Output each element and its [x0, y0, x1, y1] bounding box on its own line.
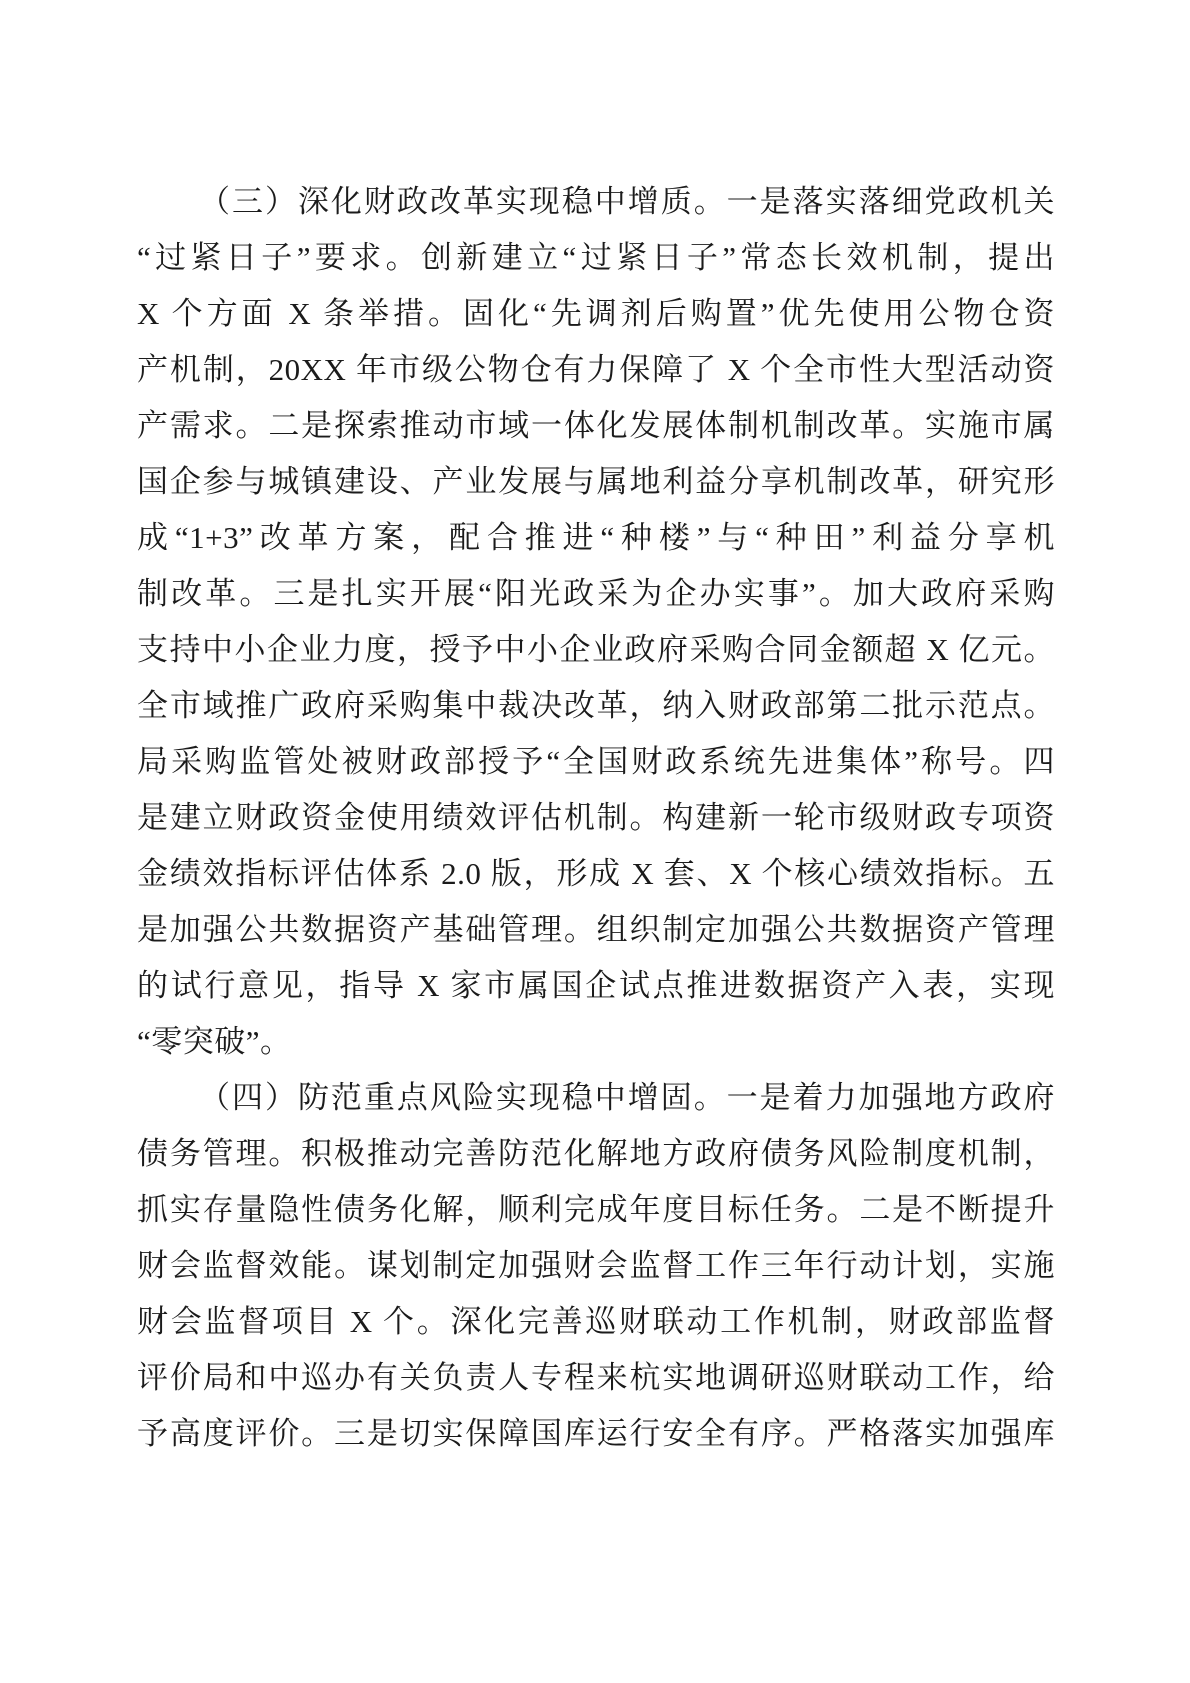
text-line: 局采购监管处被财政部授予“全国财政系统先进集体”称号。四 — [137, 744, 1055, 779]
text-line: 是建立财政资金使用绩效评估机制。构建新一轮市级财政专项资 — [137, 800, 1055, 835]
text-line: “过紧日子”要求。创新建立“过紧日子”常态长效机制，提出 — [137, 240, 1055, 275]
text-line: 财会监督项目 X 个。深化完善巡财联动工作机制，财政部监督 — [137, 1304, 1055, 1339]
text-line: “零突破”。 — [137, 1024, 292, 1059]
text-line: 产需求。二是探索推动市域一体化发展体制机制改革。实施市属 — [137, 408, 1055, 443]
text-line: 国企参与城镇建设、产业发展与属地利益分享机制改革，研究形 — [137, 464, 1055, 499]
text-line: 成“1+3”改革方案，配合推进“种楼”与“种田”利益分享机 — [137, 520, 1055, 555]
document-content — [137, 174, 1055, 1462]
text-line: 债务管理。积极推动完善防范化解地方政府债务风险制度机制， — [137, 1136, 1055, 1171]
text-line: 制改革。三是扎实开展“阳光政采为企办实事”。加大政府采购 — [137, 576, 1055, 611]
text-line: 产机制，20XX 年市级公物仓有力保障了 X 个全市性大型活动资 — [137, 352, 1055, 387]
text-line: 的试行意见，指导 X 家市属国企试点推进数据资产入表，实现 — [137, 968, 1055, 1003]
section-4-risk-prevention — [137, 1070, 1055, 1462]
text-line: 抓实存量隐性债务化解，顺利完成年度目标任务。二是不断提升 — [137, 1192, 1055, 1227]
text-line: 财会监督效能。谋划制定加强财会监督工作三年行动计划，实施 — [137, 1248, 1055, 1283]
text-line: 是加强公共数据资产基础管理。组织制定加强公共数据资产管理 — [137, 912, 1055, 947]
text-line: 全市域推广政府采购集中裁决改革，纳入财政部第二批示范点。 — [137, 688, 1055, 723]
text-line: 评价局和中巡办有关负责人专程来杭实地调研巡财联动工作，给 — [137, 1360, 1055, 1395]
text-line: 支持中小企业力度，授予中小企业政府采购合同金额超 X 亿元。 — [137, 632, 1055, 667]
section-3-fiscal-reform — [137, 174, 1055, 1070]
text-line: 予高度评价。三是切实保障国库运行安全有序。严格落实加强库 — [137, 1416, 1055, 1451]
text-line: （四）防范重点风险实现稳中增固。一是着力加强地方政府 — [199, 1080, 1055, 1115]
text-line: X 个方面 X 条举措。固化“先调剂后购置”优先使用公物仓资 — [137, 296, 1055, 331]
text-line: 金绩效指标评估体系 2.0 版，形成 X 套、X 个核心绩效指标。五 — [137, 856, 1055, 891]
text-line: （三）深化财政改革实现稳中增质。一是落实落细党政机关 — [199, 184, 1055, 219]
